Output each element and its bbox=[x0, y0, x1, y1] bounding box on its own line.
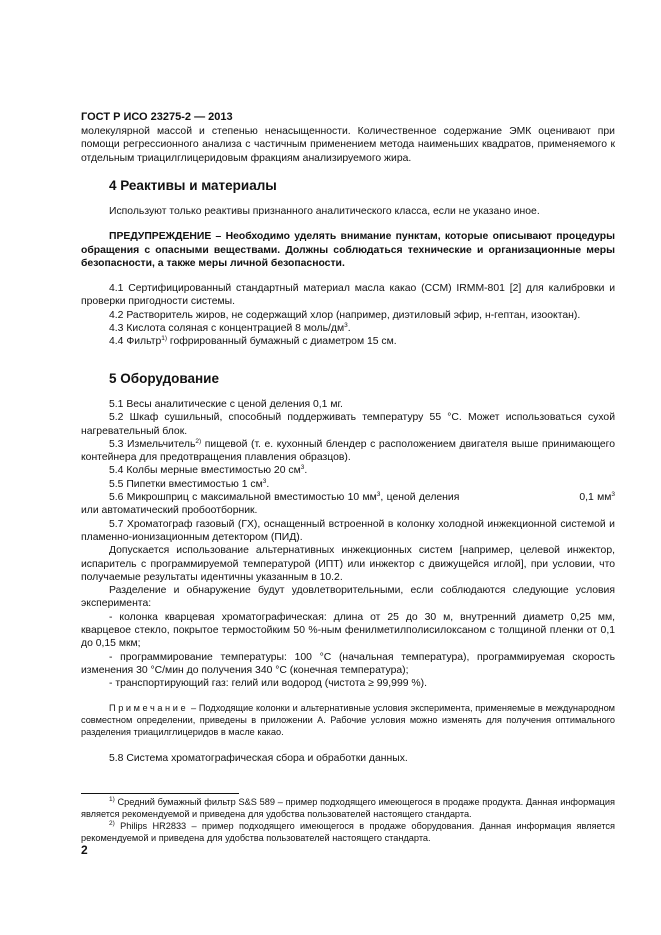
item-5-7: 5.7 Хроматограф газовый (ГХ), оснащенный встроенной в колонку холодной инжекционной системой и пламенно-ионизационным детектором (ПИД). bbox=[81, 518, 615, 543]
note-text: – Подходящие колонки и альтернативные условия эксперимента, применяемые в международном совместном определении, приведены в приложении А. Рабочие условия можно изменять для получения оптимального разделения триацилглицеридов в масле какао. bbox=[81, 702, 615, 737]
item-5-6-value: 0,1 мм bbox=[579, 492, 612, 504]
item-5-3 bbox=[81, 438, 615, 465]
intro-paragraph bbox=[81, 125, 615, 165]
footnote-divider bbox=[81, 793, 239, 794]
item-5-3-text: 5.3 Измельчитель bbox=[109, 438, 196, 450]
item-4-3-end: . bbox=[347, 323, 351, 335]
note-label: Примечание bbox=[109, 702, 189, 713]
page-number: 2 bbox=[81, 843, 88, 857]
item-4-4-end: гофрированный бумажный с диаметром 15 см. bbox=[167, 336, 397, 348]
item-4-4 bbox=[81, 335, 615, 348]
warning-paragraph: ПРЕДУПРЕЖДЕНИЕ – Необходимо уделять внимание пунктам, которые описывают процедуры обращения с опасными веществами. Должны соблюдаться технические и организационные меры безопасности, а также меры личной безопасности. bbox=[81, 231, 615, 269]
alternative-injection-paragraph: Допускается использование альтернативных инжекционных систем [например, целевой инжектор, испаритель с программируемой температурой (ИПТ) или инжектор с движущейся иглой], при условии, что получаемые результаты идентичны указанным в 10.2. bbox=[81, 545, 615, 583]
item-5-5-end: . bbox=[266, 478, 270, 490]
item-5-4-sup: 3 bbox=[300, 464, 305, 472]
conditions-paragraph: Разделение и обнаружение будут удовлетворительными, если соблюдаются следующие условия эксперимента: bbox=[81, 585, 615, 610]
document-header: ГОСТ Р ИСО 23275-2 — 2013 bbox=[81, 111, 233, 123]
section-5-body bbox=[81, 398, 615, 765]
condition-column: - колонка кварцевая хроматографическая: длина от 25 до 30 м, внутренний диаметр 0,25 мм, кварцевое стекло, покрытое термостойким 50 %-ным фенилметилполисилоксаном с толщиной пленки от 0,1 до 0,15 мкм; bbox=[81, 611, 615, 650]
note-paragraph bbox=[81, 702, 615, 738]
item-5-4 bbox=[81, 464, 615, 477]
item-5-6 bbox=[81, 491, 615, 518]
item-5-6-division: , ценой деления bbox=[380, 492, 460, 504]
reagents-intro: Используют только реактивы признанного аналитического класса, если не указано иное. bbox=[109, 206, 540, 217]
item-5-4-end: . bbox=[304, 465, 308, 477]
item-4-3-text: 4.3 Кислота соляная с концентрацией 8 моль/дм bbox=[109, 323, 345, 335]
footnote-2 bbox=[81, 820, 615, 844]
item-4-3 bbox=[81, 322, 615, 335]
condition-temperature: - программирование температуры: 100 °С (начальная температура), программируемая скорость изменения 30 °С/мин до получения 340 °С (конечная температура); bbox=[81, 651, 615, 676]
item-4-2: 4.2 Растворитель жиров, не содержащий хлор (например, диэтиловый эфир, н-гептан, изооктан). bbox=[109, 309, 581, 321]
item-4-4-text: 4.4 Фильтр bbox=[109, 336, 162, 348]
item-5-1: 5.1 Весы аналитические с ценой деления 0,1 мг. bbox=[109, 399, 343, 410]
footnotes bbox=[81, 796, 615, 844]
intro-text: молекулярной массой и степенью ненасыщенности. Количественное содержание ЭМК оценивают при помощи регрессионного анализа с частичным применением метода наименьших квадратов, применяемого к отдельным триацилглицеридовым фракциям анализируемого жира. bbox=[81, 126, 615, 164]
item-4-1: 4.1 Сертифицированный стандартный материал масла какао (ССМ) IRMM-801 [2] для калибровки и проверки пригодности системы. bbox=[81, 283, 615, 308]
footnote-1 bbox=[81, 796, 615, 820]
section-4-heading: 4 Реактивы и материалы bbox=[109, 178, 277, 193]
footnote-1-mark: 1) bbox=[109, 796, 115, 803]
section-5-heading: 5 Оборудование bbox=[109, 371, 219, 386]
item-5-6-end: или автоматический пробоотборник. bbox=[81, 505, 258, 517]
item-5-2: 5.2 Шкаф сушильный, способный поддерживать температуру 55 °С. Может использоваться сухой нагревательный блок. bbox=[81, 412, 615, 437]
footnote-2-text: Philips HR2833 – пример подходящего имеющегося в продаже оборудования. Данная информация является рекомендуемой и приведена для удобства пользователей настоящего стандарта. bbox=[81, 821, 615, 843]
item-5-5 bbox=[81, 478, 615, 491]
footnote-2-mark: 2) bbox=[109, 820, 115, 827]
item-5-8: 5.8 Система хроматографическая сбора и обработки данных. bbox=[109, 752, 408, 764]
item-5-5-text: 5.5 Пипетки вместимостью 1 см bbox=[109, 478, 263, 490]
item-4-3-sup: 3 bbox=[344, 322, 348, 330]
footnote-1-text: Средний бумажный фильтр S&S 589 – пример подходящего имеющегося в продаже продукта. Данная информация является рекомендуемой и приведена для удобства пользователей настоящего стандарта. bbox=[81, 797, 615, 819]
item-5-5-sup: 3 bbox=[262, 477, 267, 485]
footnote-ref-1: 1) bbox=[161, 335, 168, 343]
item-5-6-sup-2: 3 bbox=[611, 491, 615, 499]
item-5-6-sup-1: 3 bbox=[376, 491, 381, 499]
condition-gas: - транспортирующий газ: гелий или водород (чистота ≥ 99,999 %). bbox=[109, 678, 427, 690]
section-4-body bbox=[81, 205, 615, 349]
item-5-4-text: 5.4 Колбы мерные вместимостью 20 см bbox=[109, 465, 301, 477]
footnote-ref-2: 2) bbox=[195, 437, 202, 445]
item-5-3-end: пищевой (т. е. кухонный блендер с расположением двигателя выше принимающего контейнера для предотвращения плавления образцов). bbox=[81, 438, 615, 464]
item-5-6-text: 5.6 Микрошприц с максимальной вместимостью 10 мм bbox=[109, 492, 377, 504]
